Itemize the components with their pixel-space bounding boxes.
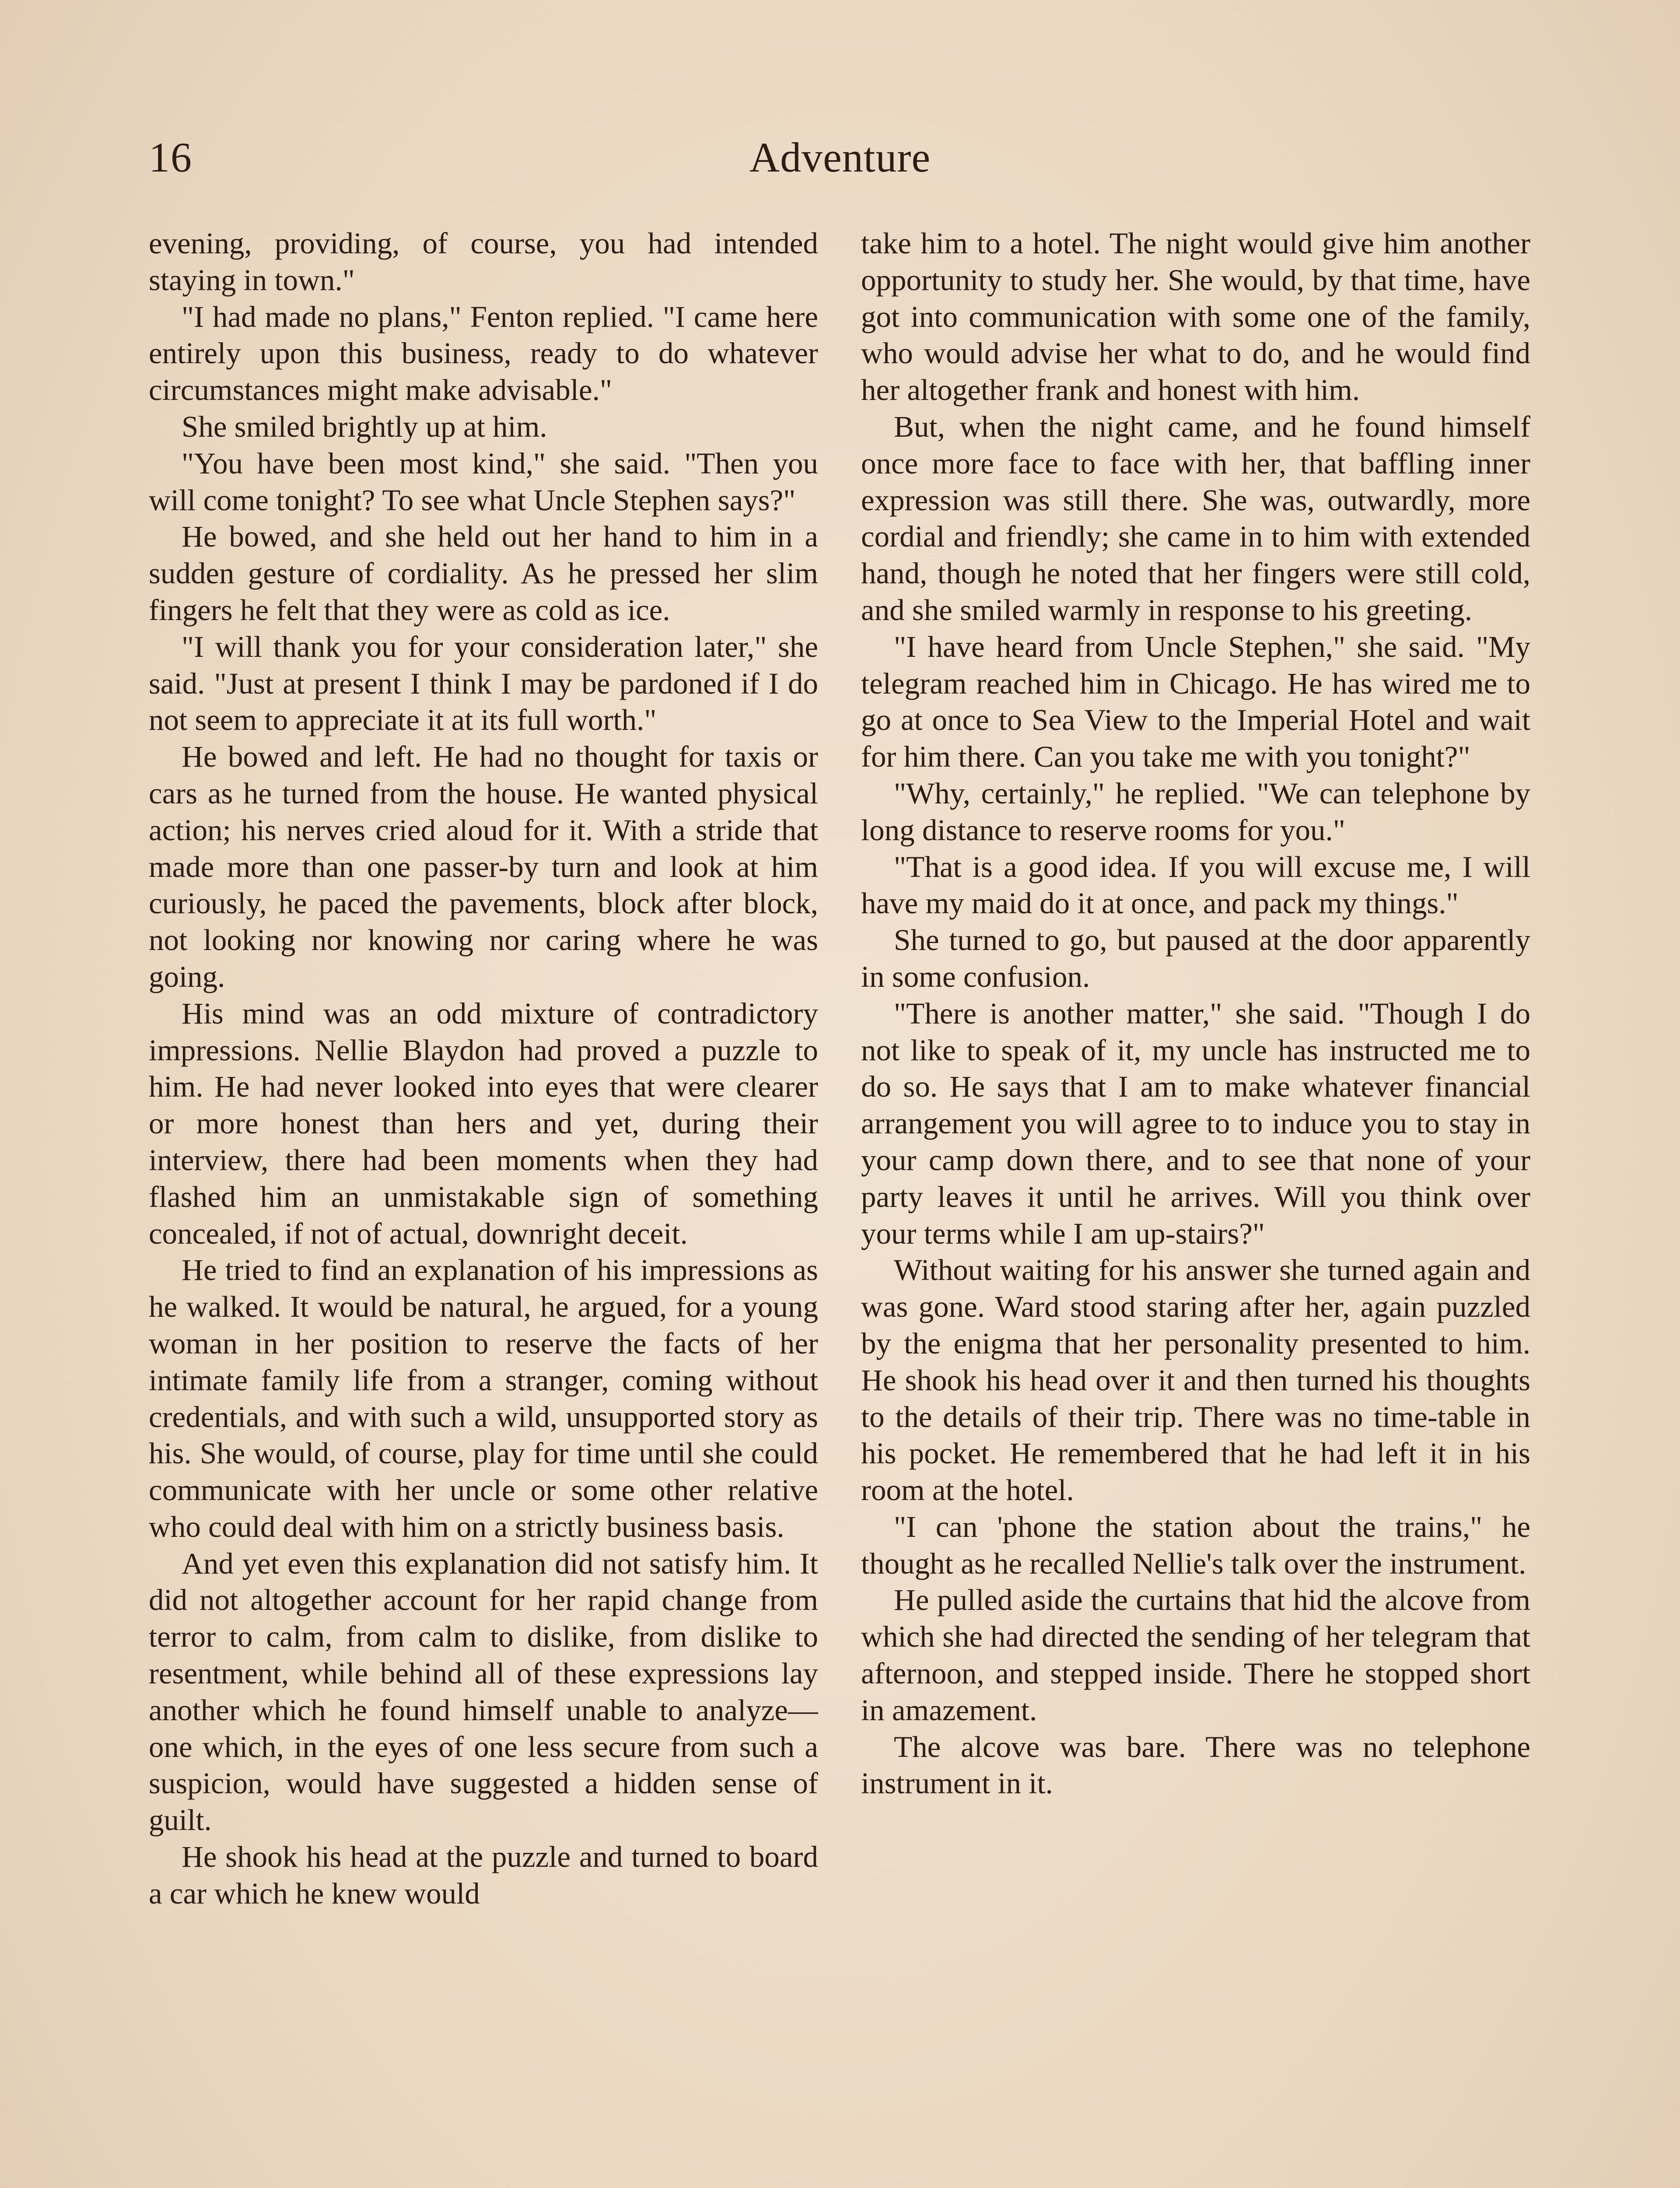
- running-head: Adventure: [749, 134, 931, 181]
- paragraph: "There is another matter," she said. "Though I do not like to speak of it, my uncle has instructed me to do so. He says that I am to make whatever financial arrangement you will agree to to induce you to stay in your camp down there, and to see that none of your party leaves it until he arrives. Will you think over your terms while I am up-stairs?": [861, 996, 1530, 1250]
- paragraph: And yet even this explanation did not satisfy him. It did not altogether account for her rapid change from terror to calm, from calm to dislike, from dislike to resentment, while behind all of these expressions lay another which he found himself unable to analyze—one which, in the eyes of one less secure from such a suspicion, would have suggested a hidden sense of guilt.: [149, 1546, 818, 1837]
- right-text-column: [861, 225, 1530, 2188]
- paragraph: His mind was an odd mixture of contradictory impressions. Nellie Blaydon had proved a puzzle to him. He had never looked into eyes that were clearer or more honest than hers and yet, during their interview, there had been moments when they had flashed him an unmistakable sign of something concealed, if not of actual, downright deceit.: [149, 996, 818, 1250]
- paragraph: He bowed, and she held out her hand to him in a sudden gesture of cordiality. As he pressed her slim fingers he felt that they were as cold as ice.: [149, 520, 818, 627]
- paragraph: The alcove was bare. There was no telephone instrument in it.: [861, 1730, 1530, 1800]
- page-header: [149, 127, 1531, 188]
- paragraph: "That is a good idea. If you will excuse me, I will have my maid do it at once, and pack my things.": [861, 850, 1530, 920]
- paragraph: Without waiting for his answer she turned again and was gone. Ward stood staring after her, again puzzled by the enigma that her personality presented to him. He shook his head over it and then turned his thoughts to the details of their trip. There was no time-table in his pocket. He remembered that he had left it in his room at the hotel.: [861, 1253, 1530, 1507]
- paragraph: "You have been most kind," she said. "Then you will come tonight? To see what Uncle Stephen says?": [149, 446, 818, 517]
- paragraph: "I have heard from Uncle Stephen," she said. "My telegram reached him in Chicago. He has wired me to go at once to Sea View to the Imperial Hotel and wait for him there. Can you take me with you tonight?": [861, 630, 1530, 774]
- paragraph: She smiled brightly up at him.: [182, 410, 547, 443]
- paragraph: "Why, certainly," he replied. "We can telephone by long distance to reserve rooms for you.": [861, 776, 1530, 847]
- page-number: 16: [149, 134, 192, 181]
- paragraph: He tried to find an explanation of his impressions as he walked. It would be natural, he argued, for a young woman in her position to reserve the facts of her intimate family life from a stranger, coming without credentials, and with such a wild, unsupported story as his. She would, of course, play for time until she could communicate with her uncle or some other relative who could deal with him on a strictly business basis.: [149, 1253, 818, 1543]
- paragraph: "I will thank you for your consideration later," she said. "Just at present I think I may be pardoned if I do not seem to appreciate it at its full worth.": [149, 630, 818, 737]
- paragraph: She turned to go, but paused at the door apparently in some confusion.: [861, 923, 1530, 993]
- paragraph: But, when the night came, and he found himself once more face to face with her, that baffling inner expression was still there. She was, outwardly, more cordial and friendly; she came in to him with extended hand, though he noted that her fingers were still cold, and she smiled warmly in response to his greeting.: [861, 410, 1530, 627]
- paragraph: He bowed and left. He had no thought for taxis or cars as he turned from the house. He wanted physical action; his nerves cried aloud for it. With a stride that made more than one passer-by turn and look at him curiously, he paced the pavements, block after block, not looking nor knowing nor caring where he was going.: [149, 740, 818, 993]
- paragraph: He shook his head at the puzzle and turned to board a car which he knew would: [149, 1840, 818, 1910]
- paragraph: take him to a hotel. The night would give him another opportunity to study her. She would, by that time, have got into communication with some one of the family, who would advise her what to do, and he would find her altogether frank and honest with him.: [861, 227, 1530, 407]
- paragraph: evening, providing, of course, you had intended staying in town.": [149, 227, 818, 297]
- paragraph: "I can 'phone the station about the trains," he thought as he recalled Nellie's talk over the instrument.: [861, 1510, 1530, 1580]
- left-text-column: [149, 225, 818, 2188]
- paragraph: "I had made no plans," Fenton replied. "I came here entirely upon this business, ready to do whatever circumstances might make advisable.": [149, 300, 818, 407]
- paragraph: He pulled aside the curtains that hid the alcove from which she had directed the sending of her telegram that afternoon, and stepped inside. There he stopped short in amazement.: [861, 1583, 1530, 1727]
